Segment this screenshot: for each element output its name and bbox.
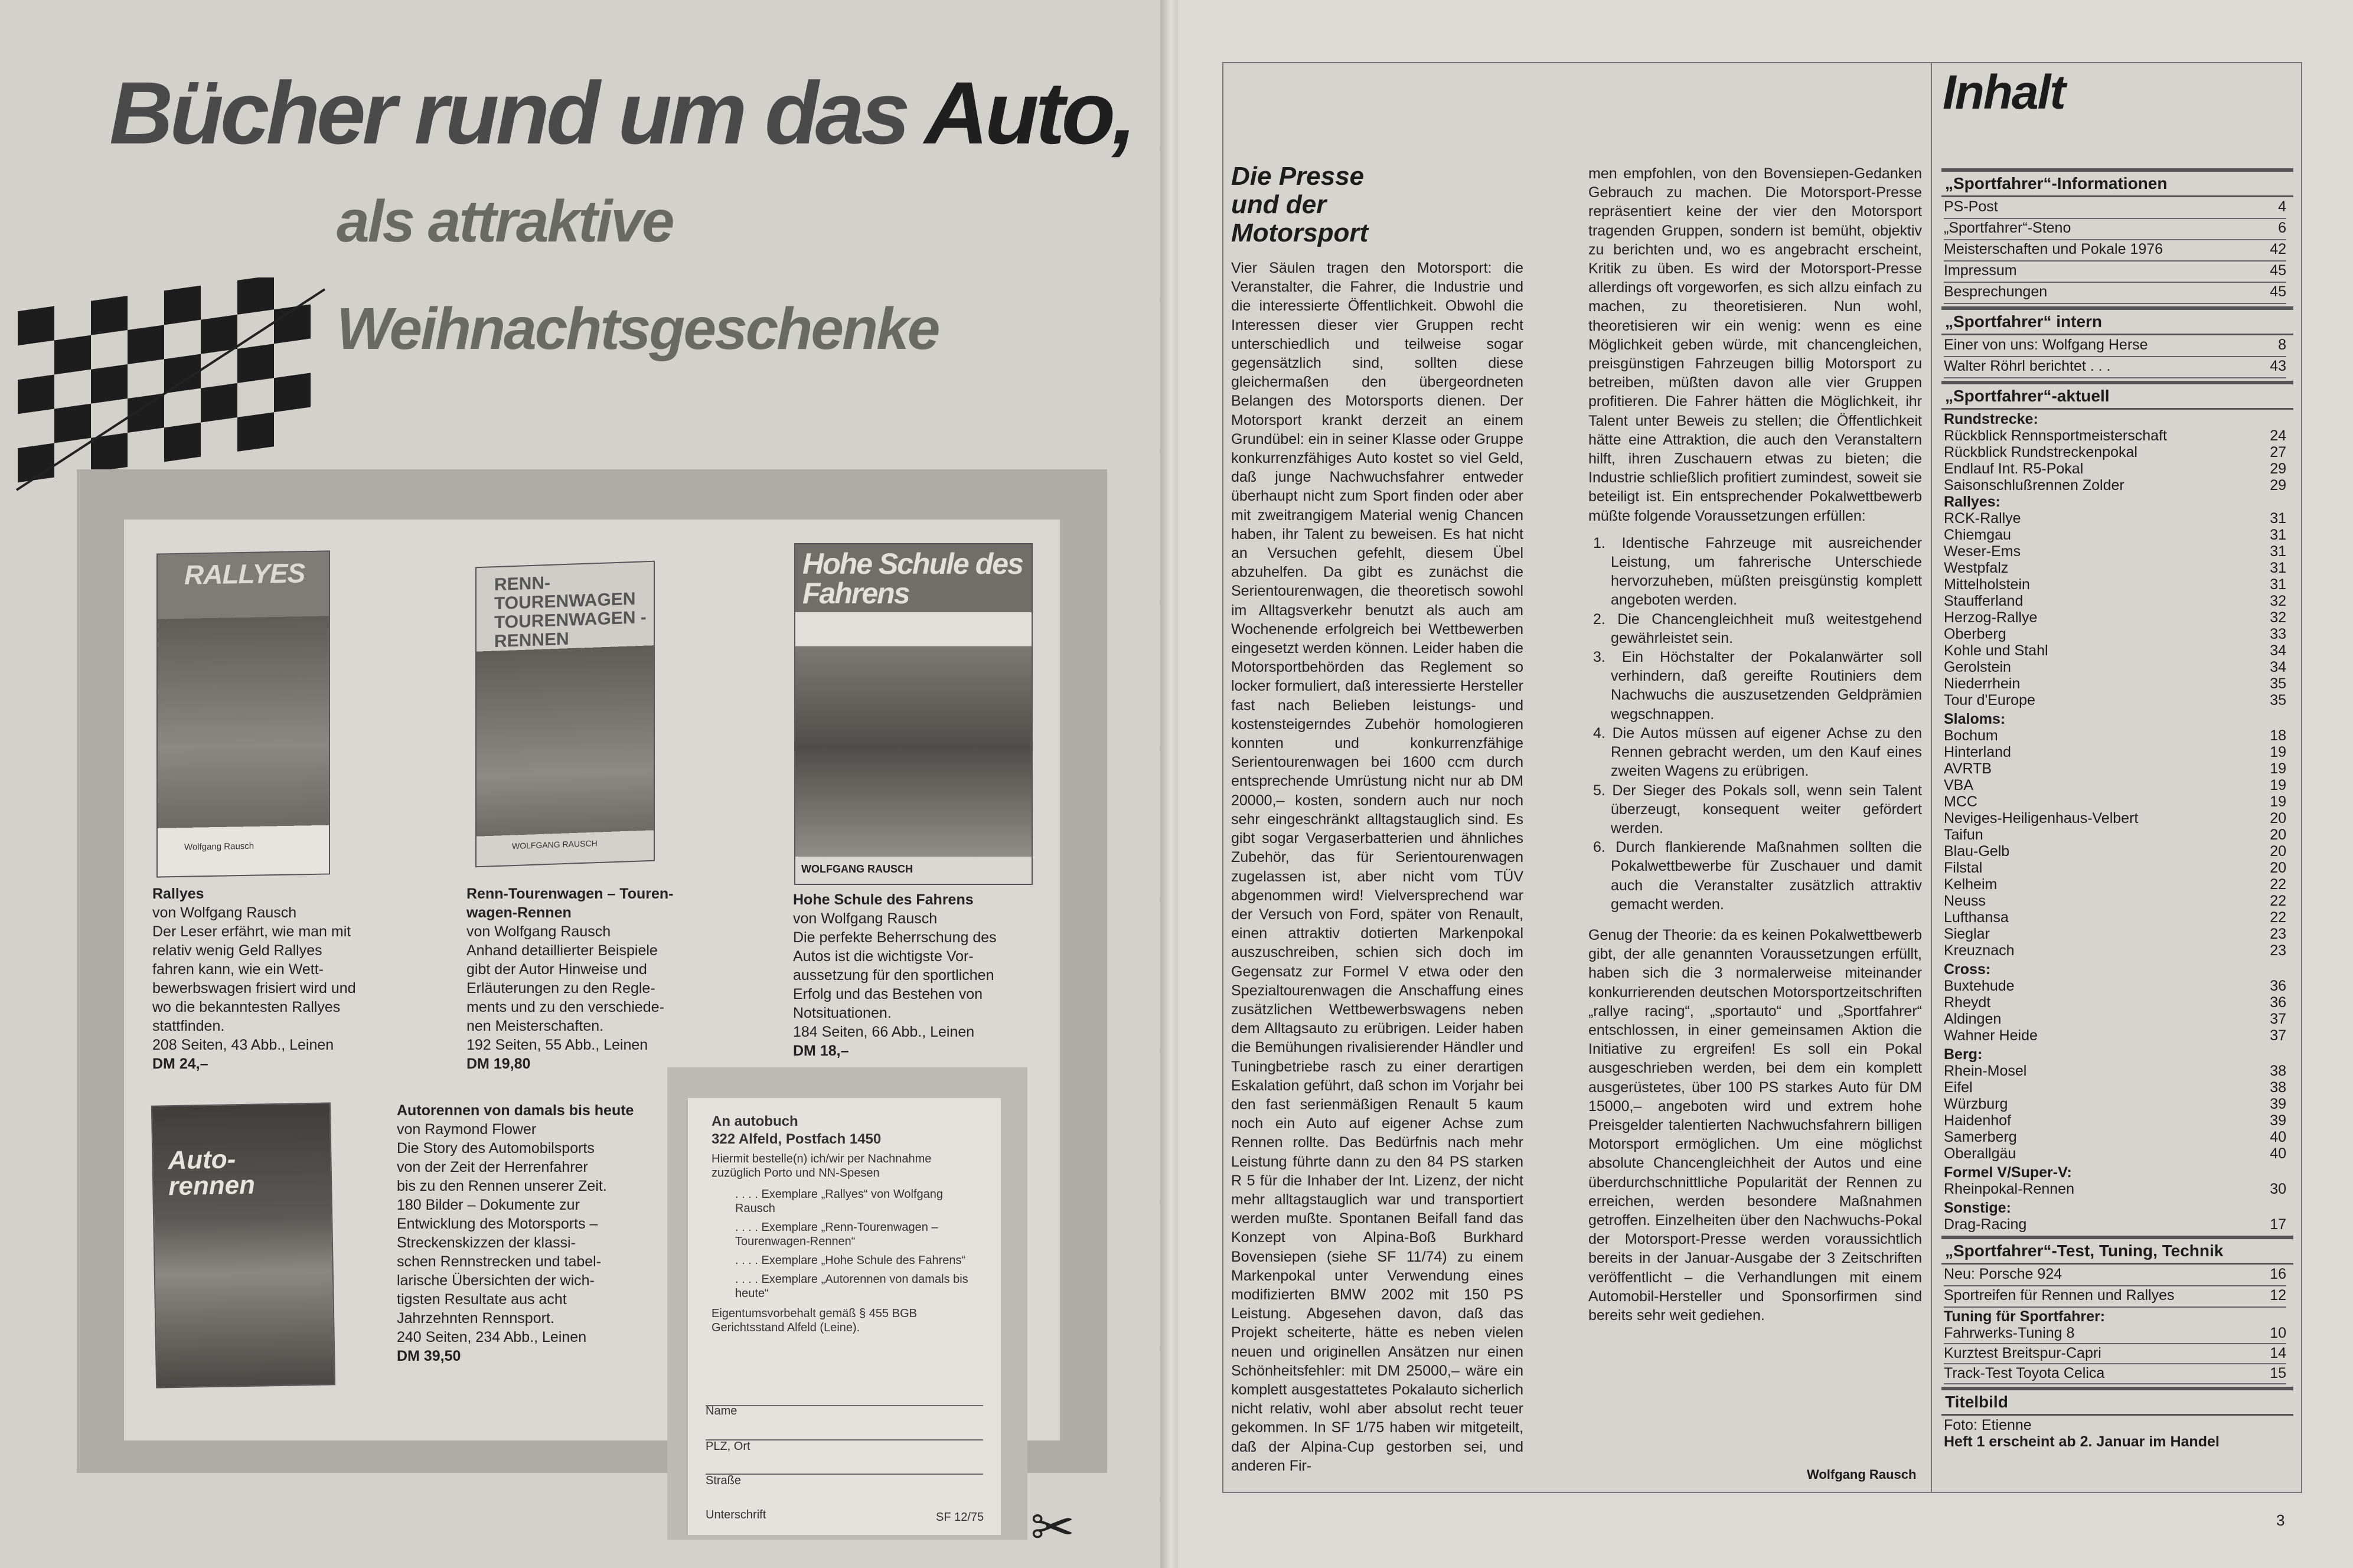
toc-entry[interactable] xyxy=(1944,675,2286,690)
toc-entry-label: Sportreifen für Rennen und Rallyes xyxy=(1944,1287,2175,1304)
toc-entry-page: 39 xyxy=(2270,1112,2286,1129)
book-cover-rallyes xyxy=(156,550,330,877)
toc-entry-page: 10 xyxy=(2270,1325,2286,1341)
toc-entry[interactable] xyxy=(1944,625,2286,641)
toc-subheading: Tuning für Sportfahrer: xyxy=(1944,1308,2106,1325)
toc-entry-label: AVRTB xyxy=(1944,760,1992,777)
toc-entry[interactable] xyxy=(1944,609,2286,624)
toc-entry-label: Besprechungen xyxy=(1944,283,2048,300)
toc-entry[interactable] xyxy=(1944,743,2286,759)
order-item[interactable]: . . . . Exemplare „Renn-Tourenwagen – Tourenwagen-Rennen“ xyxy=(735,1221,938,1248)
book-cover-title: Auto-rennen xyxy=(168,1145,256,1201)
toc-entry-label: Herzog-Rallye xyxy=(1944,609,2038,626)
toc-entry-page: 15 xyxy=(2270,1365,2286,1381)
toc-entry-page: 38 xyxy=(2270,1079,2286,1096)
toc-entry-label: Filstal xyxy=(1944,860,1983,876)
toc-entry[interactable] xyxy=(1944,559,2286,574)
street-field[interactable] xyxy=(706,1474,983,1475)
toc-entry[interactable] xyxy=(1944,1128,2286,1144)
toc-entry-label: Haidenhof xyxy=(1944,1112,2011,1129)
ad-headline-line-1: Bücher rund um das Auto, xyxy=(109,63,1133,162)
toc-entry[interactable] xyxy=(1944,1145,2286,1160)
toc-entry-page: 12 xyxy=(2270,1287,2286,1304)
order-address: 322 Alfeld, Postfach 1450 xyxy=(712,1131,882,1147)
toc-entry[interactable] xyxy=(1944,909,2286,924)
toc-entry-label: Tour d'Europe xyxy=(1944,692,2035,708)
flag-square xyxy=(237,412,274,452)
toc-entry-page: 40 xyxy=(2270,1129,2286,1145)
flag-square xyxy=(237,344,274,383)
toc-entry-label: Weser-Ems xyxy=(1944,543,2021,560)
order-item[interactable]: . . . . Exemplare „Rallyes“ von Wolfgang Rausch xyxy=(735,1188,943,1215)
toc-entry-page: 16 xyxy=(2270,1266,2286,1282)
toc-entry-page: 23 xyxy=(2270,926,2286,942)
flag-square xyxy=(201,315,237,354)
toc-entry-label: MCC xyxy=(1944,793,1977,810)
toc-entry[interactable] xyxy=(1944,576,2286,591)
toc-subheading: Rundstrecke: xyxy=(1944,411,2038,427)
toc-entry[interactable] xyxy=(1944,1180,2286,1195)
book-info-renn-tourenwagen xyxy=(466,884,697,1073)
requirements-list xyxy=(1588,534,1922,914)
book-title: Renn-Tourenwagen – Touren-wagen-Rennen xyxy=(466,886,674,921)
toc-entry-page: 22 xyxy=(2270,876,2286,893)
book-title: Autorennen von damals bis heute xyxy=(397,1102,634,1119)
page-number: 3 xyxy=(2276,1511,2285,1529)
toc-section-heading: „Sportfahrer“-Test, Tuning, Technik xyxy=(1941,1236,2293,1265)
toc-entry-page: 45 xyxy=(2270,262,2286,279)
toc-entry-page: 36 xyxy=(2270,994,2286,1011)
toc-entry-label: Bochum xyxy=(1944,727,1998,744)
toc-entry[interactable] xyxy=(1944,776,2286,792)
article-title: Die Presse und der Motorsport xyxy=(1231,162,1369,247)
checkered-flag-icon xyxy=(6,277,337,502)
toc-entry-label: Oberallgäu xyxy=(1944,1145,2016,1162)
toc-entry-page: 22 xyxy=(2270,909,2286,926)
toc-entry-label: Walter Röhrl berichtet . . . xyxy=(1944,358,2111,374)
book-price: DM 39,50 xyxy=(397,1348,461,1364)
toc-entry-page: 43 xyxy=(2270,358,2286,374)
flag-square xyxy=(164,423,201,462)
toc-entry-label: Aldingen xyxy=(1944,1011,2002,1027)
toc-entry-page: 8 xyxy=(2278,337,2286,353)
toc-entry[interactable] xyxy=(1944,642,2286,657)
toc-subheading: Slaloms: xyxy=(1944,711,2006,727)
toc-entry-label: Hinterland xyxy=(1944,744,2011,760)
flag-square xyxy=(128,325,164,364)
flag-square xyxy=(54,404,91,443)
order-code: SF 12/75 xyxy=(936,1511,984,1524)
flag-square xyxy=(237,277,274,315)
order-intro: Hiermit bestelle(n) ich/wir per Nachnahme zuzüglich Porto und NN-Spesen xyxy=(712,1152,932,1180)
order-item[interactable]: . . . . Exemplare „Hohe Schule des Fahrens“ xyxy=(735,1254,966,1267)
book-author: von Wolfgang Rausch xyxy=(793,910,938,927)
toc-entry[interactable] xyxy=(1944,476,2286,492)
toc-entry-page: 19 xyxy=(2270,793,2286,810)
toc-entry-label: Taifun xyxy=(1944,827,1983,843)
toc-entry-page: 37 xyxy=(2270,1027,2286,1044)
toc-entry-page: 22 xyxy=(2270,893,2286,909)
toc-entry-page: 45 xyxy=(2270,283,2286,300)
book-info-rallyes xyxy=(152,884,400,1073)
toc-entry-page: 31 xyxy=(2270,560,2286,576)
toc-entry[interactable] xyxy=(1944,1062,2286,1077)
toc-entry[interactable] xyxy=(1944,543,2286,558)
street-field-label: Straße xyxy=(706,1474,742,1487)
toc-entry[interactable] xyxy=(1944,925,2286,940)
toc-entry-page: 6 xyxy=(2278,220,2286,236)
toc-entry[interactable] xyxy=(1944,809,2286,825)
toc-entry-label: Rückblick Rennsportmeisterschaft xyxy=(1944,427,2167,444)
book-cover-renn-tourenwagen xyxy=(475,561,655,868)
toc-entry-page: 4 xyxy=(2278,198,2286,215)
toc-section-heading: „Sportfahrer“-aktuell xyxy=(1941,381,2293,410)
toc-entry-label: Samerberg xyxy=(1944,1129,2017,1145)
toc-entry[interactable] xyxy=(1944,1286,2286,1308)
toc-entry[interactable] xyxy=(1944,1265,2286,1286)
toc-entry[interactable] xyxy=(1944,892,2286,907)
toc-entry[interactable] xyxy=(1944,1344,2286,1364)
book-author: von Wolfgang Rausch xyxy=(466,923,611,940)
toc-entry-label: Mittelholstein xyxy=(1944,576,2030,593)
toc-entry-label: VBA xyxy=(1944,777,1974,793)
flag-square xyxy=(54,335,91,375)
plz-field[interactable] xyxy=(706,1439,983,1440)
toc-entry-label: Neviges-Heiligenhaus-Velbert xyxy=(1944,810,2139,827)
toc-entry[interactable] xyxy=(1944,977,2286,992)
toc-entry-label: Lufthansa xyxy=(1944,909,2009,926)
toc-entry[interactable] xyxy=(1944,1364,2286,1384)
toc-entry-page: 32 xyxy=(2270,593,2286,609)
order-recipient: An autobuch xyxy=(712,1113,798,1129)
article-column-2: men empfohlen, von den Bovensiepen-Gedanken Gebrauch zu machen. Die Motorsport-Presse repräsentiert keine der vier den Motorsport tragenden Gruppen, sondern ist bemüht, objektiv zu berichten und, wo es angebracht erscheint, Kritik zu üben. Es wird der Motorsport-Presse allerdings oft vorgeworfen, es sich allzu einfach zu machen, zu theoretisieren. Nun wohl, theoretisieren wir ein wenig: wenn es eine Möglichkeit geben würde, mit chancengleichen, preisgünstigen Fahrzeugen billig Motorsport zu betreiben, müßten davon alle vier Gruppen profitieren. Die Fahrer hätten die Möglichkeit, ihr Talent unter Beweis zu stellen; die Öffentlichkeit hätte eine Attraktion, die auch den Veranstaltern hilft, ihren Zuschauern etwas zu bieten; die Industrie schließlich profitiert zumindest, soweit sie beteiligt ist. Ein entsprechender Pokalwettbewerb müßte folgende Voraussetzungen erfüllen: 1. Identische Fahrzeuge mit ausreichender Leistung, um fahrerische Unterschiede hervorzuheben, müßten preisgünstig komplett angeboten werden. 2. Die Chancengleichheit muß weitestgehend gewährleistet sein. 3. Ein Höchstalter der Pokalanwärter soll verhindern, daß gereifte Routiniers dem Nachwuchs die auszusetzenden Geldprämien wegschnappen. 4. Die Autos müssen auf eigener Achse zu den Rennen gebracht werden, um den Kauf eines zweiten Wagens zu erübrigen. 5. Der Sieger des Pokals soll, wenn sein Talent überzeugt, konsequent weiter gefördert werden. 6. Durch flankierende Maßnahmen sollten die Pokalwettbewerbe für Zuschauer und damit auch die Veranstalter zusätzlich attraktiv gemacht werden. Genug der Theorie: da es keinen Pokalwettbewerb gibt, der alle genannten Voraussetzungen erfüllt, haben sich die 3 normalerweise miteinander konkurrierenden deutschen Motorsportzeitschriften „rallye racing“, „sportauto“ und „Sportfahrer“ entschlossen, in einer gemeinsamen Aktion die Initiative zu ergreifen! Es soll ein Pokal ausgeschrieben werden, bei dem ein komplett ausgerüstetes, über 100 PS starkes Auto für DM 15000,– angeboten wird und extrem hohe Preisgelder talentierten Nachwuchsfahrern billigen Motorsport ermöglichen. Um eine möglichst absolute Chancengleichheit der Autos und eine überdurchschnittliche Popularität der Rennen zu erreichen, werden besondere Maßnahmen getroffen. Einzelheiten über den Nachwuchs-Pokal der Motorsport-Presse werden voraussichtlich bereits in der Januar-Ausgabe der 3 Zeitschriften veröffentlicht – die Verhandlungen mit einem Automobil-Hersteller und Sponsorfirmen sind bereits sehr weit gediehen. xyxy=(1588,165,1922,1324)
book-info-autorennen xyxy=(397,1101,639,1366)
flag-square xyxy=(274,373,311,412)
book-description: Anhand detaillierter Beispiele gibt der Autor Hinweise und Erläuterungen zu den Regle- ments und zu den verschiede- nen Meisterschaften. 192 Seiten, 55 Abb., Leinen xyxy=(466,942,664,1053)
toc-entry-page: 31 xyxy=(2270,543,2286,560)
toc-entry-page: 30 xyxy=(2270,1181,2286,1197)
toc-entry-label: Gerolstein xyxy=(1944,659,2011,675)
toc-entry[interactable] xyxy=(1944,198,2286,219)
toc-entry[interactable] xyxy=(1944,1112,2286,1127)
toc-entry[interactable] xyxy=(1944,876,2286,891)
toc-entry-page: 19 xyxy=(2270,744,2286,760)
toc-entry-page: 31 xyxy=(2270,527,2286,543)
toc-entry-label: Impressum xyxy=(1944,262,2017,279)
book-title: Hohe Schule des Fahrens xyxy=(793,891,974,908)
toc-entry[interactable] xyxy=(1944,859,2286,874)
toc-entry-label: Neuss xyxy=(1944,893,1986,909)
toc-subheading: Rallyes: xyxy=(1944,494,2000,510)
toc-entry-label: Track-Test Toyota Celica xyxy=(1944,1365,2105,1381)
toc-entry-label: Staufferland xyxy=(1944,593,2024,609)
toc-entry-label: Chiemgau xyxy=(1944,527,2011,543)
toc-entry-label: Oberberg xyxy=(1944,626,2006,642)
toc-entry-label: Einer von uns: Wolfgang Herse xyxy=(1944,337,2148,353)
toc-entry-label: Fahrwerks-Tuning 8 xyxy=(1944,1325,2075,1341)
toc-entry-label: Buxtehude xyxy=(1944,978,2015,994)
name-field[interactable] xyxy=(706,1405,983,1406)
toc-title: Inhalt xyxy=(1943,66,2065,119)
toc-entry-label: Meisterschaften und Pokale 1976 xyxy=(1944,241,2163,257)
article-author: Wolfgang Rausch xyxy=(1807,1467,1917,1482)
toc-entry-label: Kelheim xyxy=(1944,876,1998,893)
list-item: 1. Identische Fahrzeuge mit ausreichender Leistung, um fahrerische Unterschiede hervorzuheben, müßten preisgünstig komplett angeboten werden. xyxy=(1593,534,1922,609)
toc-entry[interactable] xyxy=(1944,793,2286,808)
toc-entry[interactable] xyxy=(1944,262,2286,283)
toc-entry-page: 14 xyxy=(2270,1345,2286,1361)
next-issue-note: Heft 1 erscheint ab 2. Januar im Handel xyxy=(1944,1433,2220,1450)
toc-entry-page: 19 xyxy=(2270,777,2286,793)
toc-entry-page: 35 xyxy=(2270,692,2286,708)
toc-entry-label: Saisonschlußrennen Zolder xyxy=(1944,477,2124,494)
flag-square xyxy=(18,374,54,414)
toc-entry[interactable] xyxy=(1944,658,2286,674)
list-item: 5. Der Sieger des Pokals soll, wenn sein Talent überzeugt, konsequent weiter gefördert werden. xyxy=(1593,782,1922,837)
toc-entry-label: Rückblick Rundstreckenpokal xyxy=(1944,444,2137,460)
book-author: von Wolfgang Rausch xyxy=(152,904,297,921)
toc-entry[interactable] xyxy=(1944,1079,2286,1094)
toc-entry[interactable] xyxy=(1944,240,2286,262)
order-legal: Eigentumsvorbehalt gemäß § 455 BGB Gerichtsstand Alfeld (Leine). xyxy=(712,1307,917,1334)
book-cover-title: RALLYES xyxy=(184,557,305,590)
book-cover-autorennen xyxy=(151,1102,335,1388)
toc-entry[interactable] xyxy=(1944,727,2286,742)
toc-entry[interactable] xyxy=(1944,826,2286,841)
ad-headline-line-3: Weihnachtsgeschenke xyxy=(337,296,939,362)
toc-entry-page: 38 xyxy=(2270,1063,2286,1079)
toc-entry-page: 27 xyxy=(2270,444,2286,460)
flag-square xyxy=(164,286,201,325)
toc-entry-label: „Sportfahrer“-Steno xyxy=(1944,220,2071,236)
toc-entry-page: 42 xyxy=(2270,241,2286,257)
book-cover-title: RENN-TOURENWAGEN TOURENWAGEN -RENNEN xyxy=(494,573,647,652)
toc-entry-page: 39 xyxy=(2270,1096,2286,1112)
book-title: Rallyes xyxy=(152,886,204,902)
toc-entry-label: Kurztest Breitspur-Capri xyxy=(1944,1345,2101,1361)
toc-entry-label: Kohle und Stahl xyxy=(1944,642,2048,659)
order-coupon[interactable] xyxy=(688,1098,1001,1535)
toc-entry-page: 37 xyxy=(2270,1011,2286,1027)
toc-entry-label: Neu: Porsche 924 xyxy=(1944,1266,2062,1282)
toc-entry[interactable] xyxy=(1944,1216,2286,1231)
toc-entry-page: 31 xyxy=(2270,576,2286,593)
toc-entry-page: 29 xyxy=(2270,460,2286,477)
toc-entry-label: Wahner Heide xyxy=(1944,1027,2038,1044)
toc-entry[interactable] xyxy=(1944,760,2286,775)
toc-entry-label: Rheydt xyxy=(1944,994,1991,1011)
book-description: Der Leser erfährt, wie man mit relativ wenig Geld Rallyes fahren kann, wie ein Wett- bewerbswagen frisiert wird und wo die bekanntesten Rallyes stattfinden. 208 Seiten, 43 Abb., Leinen xyxy=(152,923,356,1053)
toc-entry-page: 20 xyxy=(2270,843,2286,860)
toc-entry-label: Eifel xyxy=(1944,1079,1973,1096)
toc-entry[interactable] xyxy=(1944,336,2286,357)
toc-entry-label: Würzburg xyxy=(1944,1096,2008,1112)
signature-field-label: Unterschrift xyxy=(706,1508,766,1521)
book-author: von Raymond Flower xyxy=(397,1121,537,1138)
toc-entry[interactable] xyxy=(1944,509,2286,525)
list-item: 3. Ein Höchstalter der Pokalanwärter soll verhindern, daß gereifte Routiniers dem Nachwuchs die auszusetzenden Geldprämien wegschnappen. xyxy=(1593,649,1922,723)
toc-section-heading: Titelbild xyxy=(1941,1387,2293,1416)
toc-subheading: Cross: xyxy=(1944,961,1991,978)
toc-entry[interactable] xyxy=(1944,592,2286,607)
book-price: DM 19,80 xyxy=(466,1056,531,1072)
article-column-1: Vier Säulen tragen den Motorsport: die Veranstalter, die Fahrer, die Industrie und die interessierte Öffentlichkeit. Obwohl die Interessen dieser vier Gruppen recht unterschiedlich und teilweise sogar gegensätzlich sind, sollten diese gleichermaßen den übergeordneten Belangen des Motorsports dienen. Der Motorsport krankt derzeit an einem Grundübel: ein in seiner Klasse oder Gruppe konkurrenzfähiges Auto kostet so viel Geld, daß junge Nachwuchsfahrer entweder überhaupt nicht zum Sport finden oder aber mit zweitrangigem Material wenig Chancen haben, ihr Talent zu beweisen. Es hat nicht an Versuchen gefehlt, diesem Übel abzuhelfen. Da gibt es zunächst die Serientourenwagen, die theoretisch sowohl im Alltagsverkehr benutzt als auch am Wochenende erfolgreich bei Wettbewerben eingesetzt werden können. Leider haben die Motorsportbehörden das Reglement so locker formuliert, daß interessierte Hersteller fast nach Belieben leistungs- und kostensteigerndes Zubehör homologieren konnten und konkurrenzfähige Serientourenwagen bei 1600 ccm durch entsprechende Umrüstung nicht nur ab DM 20000,– kosten, sondern auch nur noch sehr eingeschränkt alltagstauglich sind. Es gibt sogar Vergaserbatterien und ähnliches Zubehör, das für Serientourenwagen zugelassen ist, aber nicht vom TÜV abgenommen wird! Vielversprechend war der Versuch von Ford, später von Renault, einen attraktiv dotierten Markenpokal auszuschreiben, schien sich doch im Gegensatz zur Formel V etwa oder den Spezialtourenwagen die Anschaffung eines zusätzlichen Wettbewerbswagens neben dem Alltagsauto zu erübrigen. Leider haben die Bemühungen rivalisierender Händler und Tuningbetriebe rasch zu einer derartigen Eskalation geführt, daß schon im Vorjahr bei den fast serienmäßigen Renault 5 kaum noch ein Auto auf eigener Achse zum Rennen rollte. Das Bedürfnis nach mehr Leistung führte dann zu den 84 PS starken R 5 für die Inhaber der Int. Lizenz, der nicht mehr alltagstauglich war und transportiert werden mußte. Spontanen Beifall fand das Konzept von Alpina-Boß Burkhard Bovensiepen (siehe SF 11/74) zu einem Markenpokal unter Verwendung eines modifizierten BMW 2002 mit 150 PS Leistung. Abgesehen davon, daß das Projekt scheiterte, hätte es neben vielen neuen und originellen Ansätzen nur einen Schönheitsfehler: mit DM 25000,– wäre ein komplett ausgestattetes Pokalauto sicherlich nicht relativ, wohl aber absolut recht teuer gekommen. In SF 1/75 haben wir mitgeteilt, daß der Alpina-Cup gestorben sei, und anderen Fir- xyxy=(1231,260,1523,1474)
toc-entry[interactable] xyxy=(1944,427,2286,442)
book-cover-hohe-schule xyxy=(794,543,1033,885)
toc-entry[interactable] xyxy=(1944,1027,2286,1042)
toc-subheading: Berg: xyxy=(1944,1046,1983,1063)
list-item: 2. Die Chancengleichheit muß weitestgehend gewährleistet sein. xyxy=(1593,610,1922,646)
list-item: 4. Die Autos müssen auf eigener Achse zu den Rennen gebracht werden, um den Kauf eines zweiten Wagens zu erübrigen. xyxy=(1593,724,1922,780)
toc-entry[interactable] xyxy=(1944,994,2286,1009)
toc-subheading: Sonstige: xyxy=(1944,1200,2011,1216)
toc-entry[interactable] xyxy=(1944,219,2286,240)
toc-entry-page: 32 xyxy=(2270,609,2286,626)
book-price: DM 18,– xyxy=(793,1043,849,1059)
name-field-label: Name xyxy=(706,1404,737,1417)
toc-entry[interactable] xyxy=(1944,691,2286,707)
flag-square xyxy=(18,306,54,345)
toc-entry-label: Rheinpokal-Rennen xyxy=(1944,1181,2074,1197)
scissors-icon: ✂ xyxy=(1030,1498,1075,1557)
toc-entry-page: 18 xyxy=(2270,727,2286,744)
toc-entry[interactable] xyxy=(1944,1324,2286,1344)
toc-entry[interactable] xyxy=(1944,842,2286,858)
toc-section-heading: „Sportfahrer“-Informationen xyxy=(1941,168,2293,197)
toc-entry-label: Sieglar xyxy=(1944,926,1990,942)
toc-entry-page: 20 xyxy=(2270,860,2286,876)
toc-entry-label: Rhein-Mosel xyxy=(1944,1063,2027,1079)
toc-entry-page: 31 xyxy=(2270,510,2286,527)
toc-entry-label: Kreuznach xyxy=(1944,942,2015,959)
book-cover-author: Wolfgang Rausch xyxy=(184,841,254,852)
toc-entry-label: Endlauf Int. R5-Pokal xyxy=(1944,460,2084,477)
flag-square xyxy=(91,296,128,335)
toc-entry-label: Westpfalz xyxy=(1944,560,2009,576)
plz-field-label: PLZ, Ort xyxy=(706,1440,750,1453)
toc-entry-page: 34 xyxy=(2270,659,2286,675)
book-cover-author: WOLFGANG RAUSCH xyxy=(801,863,913,875)
toc-entry-label: Blau-Gelb xyxy=(1944,843,2010,860)
book-info-hohe-schule xyxy=(793,890,1029,1060)
toc-entry-label: RCK-Rallye xyxy=(1944,510,2021,527)
toc-entry-page: 33 xyxy=(2270,626,2286,642)
cover-photo-credit: Foto: Etienne xyxy=(1944,1417,2032,1433)
book-price: DM 24,– xyxy=(152,1056,208,1072)
flag-square xyxy=(201,383,237,423)
toc-entry[interactable] xyxy=(1944,283,2286,304)
toc-entry-page: 29 xyxy=(2270,477,2286,494)
toc-entry-page: 24 xyxy=(2270,427,2286,444)
toc-entry-page: 23 xyxy=(2270,942,2286,959)
toc-entry[interactable] xyxy=(1944,942,2286,957)
toc-entry[interactable] xyxy=(1944,443,2286,459)
book-description: Die perfekte Beherrschung des Autos ist die wichtigste Vor- aussetzung für den sportlichen Erfolg und das Bestehen von Notsituationen. 184 Seiten, 66 Abb., Leinen xyxy=(793,929,997,1040)
toc-entry[interactable] xyxy=(1944,1010,2286,1025)
toc-entry-page: 20 xyxy=(2270,827,2286,843)
toc-entry-page: 34 xyxy=(2270,642,2286,659)
toc-entry-page: 20 xyxy=(2270,810,2286,827)
toc-entry[interactable] xyxy=(1944,357,2286,378)
flag-square xyxy=(91,364,128,404)
toc-entry-page: 35 xyxy=(2270,675,2286,692)
toc-subheading: Formel V/Super-V: xyxy=(1944,1164,2072,1181)
toc-entry[interactable] xyxy=(1944,526,2286,541)
order-item[interactable]: . . . . Exemplare „Autorennen von damals bis heute“ xyxy=(735,1273,968,1300)
toc-entry-page: 19 xyxy=(2270,760,2286,777)
toc-entry-page: 17 xyxy=(2270,1216,2286,1233)
toc-entry-label: PS-Post xyxy=(1944,198,1998,215)
book-description: Die Story des Automobilsports von der Zeit der Herrenfahrer bis zu den Rennen unserer Zeit. 180 Bilder – Dokumente zur Entwicklung des Motorsports – Streckenskizzen der klassi- schen Rennstrecken und tabel- larische Übersichten der wich- tigsten Resultate aus acht Jahrzehnten Rennsport. 240 Seiten, 234 Abb., Leinen xyxy=(397,1140,607,1345)
toc-entry[interactable] xyxy=(1944,460,2286,475)
book-cover-title: Hohe Schule des Fahrens xyxy=(802,547,1023,610)
page-gutter xyxy=(1160,0,1178,1568)
book-cover-author: WOLFGANG RAUSCH xyxy=(512,838,598,851)
toc-entry[interactable] xyxy=(1944,1095,2286,1110)
toc-section-heading: „Sportfahrer“ intern xyxy=(1941,306,2293,335)
list-item: 6. Durch flankierende Maßnahmen sollten die Pokalwettbewerbe für Zuschauer und damit auch die Veranstalter zusätzlich attraktiv gemacht werden. xyxy=(1593,839,1922,913)
toc-entry-page: 36 xyxy=(2270,978,2286,994)
toc-entry-label: Niederrhein xyxy=(1944,675,2021,692)
toc-entry-label: Drag-Racing xyxy=(1944,1216,2027,1233)
toc-entry-page: 40 xyxy=(2270,1145,2286,1162)
ad-headline-line-2: als attraktive xyxy=(337,188,673,254)
